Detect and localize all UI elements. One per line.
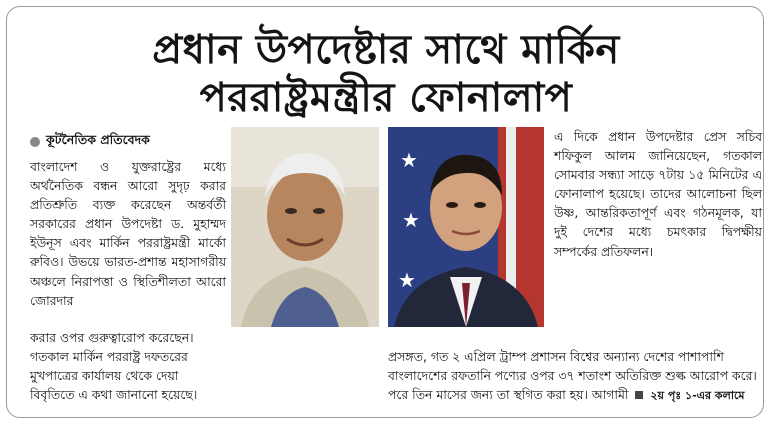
svg-text:★: ★ xyxy=(402,208,420,232)
square-icon xyxy=(635,391,643,399)
left-column xyxy=(30,157,226,310)
svg-text:★: ★ xyxy=(400,148,418,172)
right-bottom-paragraph xyxy=(388,347,762,405)
left-bottom-paragraph xyxy=(30,347,226,404)
bullet-icon xyxy=(30,137,40,147)
right-column xyxy=(554,127,762,261)
headline-line-2: পররাষ্ট্রমন্ত্রীর ফোনালাপ xyxy=(199,75,573,121)
byline-text: কূটনৈতিক প্রতিবেদক xyxy=(46,132,150,147)
bottom-line-text: করার ওপর গুরুত্বারোপ করেছেন। xyxy=(30,330,194,345)
byline xyxy=(30,132,150,152)
right-paragraph: এ দিকে প্রধান উপদেষ্টার প্রেস সচিব শফিকুল আলম জানিয়েছেন, গতকাল সোমবার সন্ধ্যা সাড়ে ৭টায় ১৫ মিনিটের এ ফোনালাপ হয়েছে। তাদের আলোচনা ছিল উষ্ণ, আন্তরিকতাপূর্ণ এবং গঠনমূলক, যা দুই দেশের মধ্যে চমৎকার দ্বিপক্ষীয় সম্পর্কের প্রতিফলন। xyxy=(554,129,762,259)
rubio-portrait-illustration xyxy=(388,127,544,327)
svg-text:★: ★ xyxy=(398,268,416,292)
yunus-portrait-illustration xyxy=(231,127,379,327)
left-bottom-text: গতকাল মার্কিন পররাষ্ট্র দফতরের মুখপাত্রের কার্যালয় থেকে দেয়া বিবৃতিতে এ কথা জানানো হয়েছে। xyxy=(30,349,198,403)
headline-line-1: প্রধান উপদেষ্টার সাথে মার্কিন xyxy=(152,27,620,73)
right-bottom-text: প্রসঙ্গত, গত ২ এপ্রিল ট্রাম্প প্রশাসন বিশ্বের অন্যান্য দেশের পাশাপাশি বাংলাদেশের রফতানি পণ্যের ওপর ৩৭ শতাংশ অতিরিক্ত শুল্ক আরোপ করে। পরে তিন মাসের জন্য তা স্থগিত করা হয়। আগামী xyxy=(388,349,757,403)
left-paragraph: বাংলাদেশ ও যুক্তরাষ্ট্রের মধ্যে অর্থনৈতিক বন্ধন আরো সুদৃঢ় করার প্রতিশ্রুতি ব্যক্ত করেছেন অন্তর্বর্তী সরকারের প্রধান উপদেষ্টা ড. মুহাম্মদ ইউনূস এবং মার্কিন পররাষ্ট্রমন্ত্রী মার্কো রুবিও। উভয়ে ভারত-প্রশান্ত মহাসাগরীয় অঞ্চলে নিরাপত্তা ও স্থিতিশীলতা আরো জোরদার xyxy=(30,159,226,308)
bottom-full-line xyxy=(30,328,750,347)
continuation-link[interactable]: ২য় পৃঃ ১-এর কলামে xyxy=(650,389,745,403)
rubio-photo xyxy=(388,127,544,327)
yunus-photo xyxy=(231,127,379,327)
